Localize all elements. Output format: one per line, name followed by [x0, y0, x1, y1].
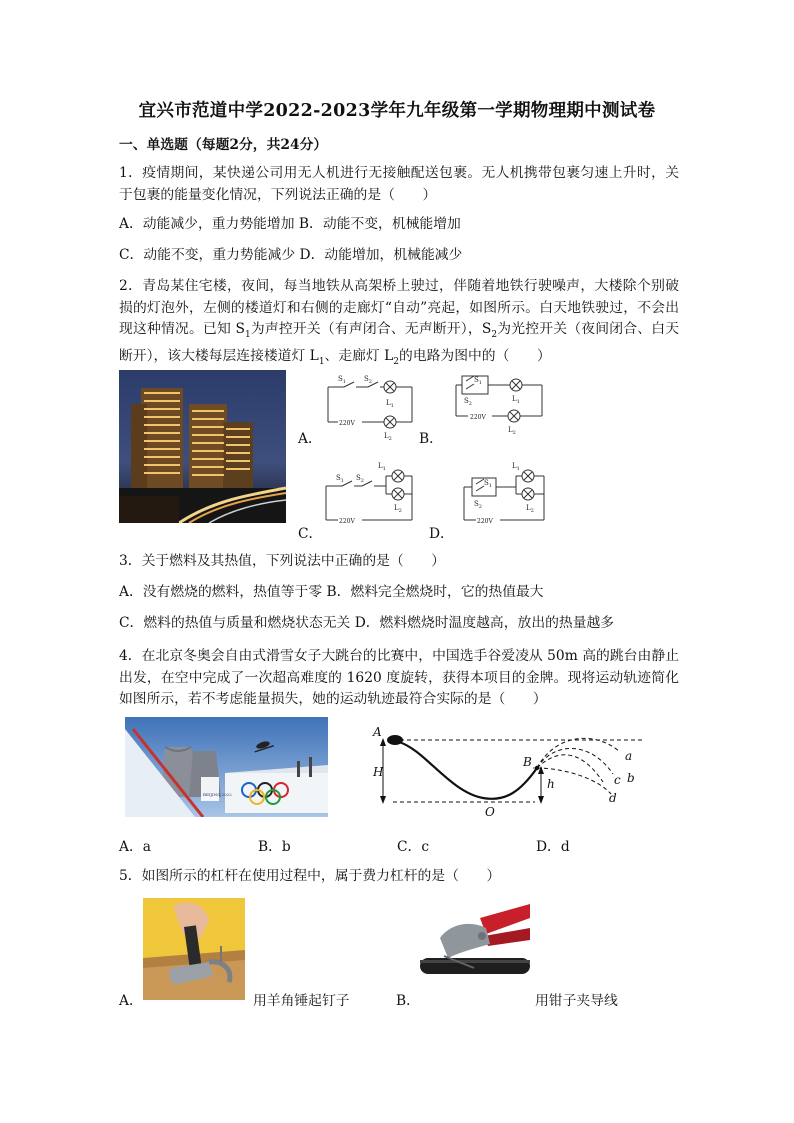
circuit-a-l2-label: $L_2$	[384, 432, 392, 440]
question-2-option-b: B．	[419, 431, 443, 447]
question-2-option-d: D．	[429, 526, 454, 542]
label-trajectory-c: c	[614, 773, 621, 787]
question-4-option-c: C．c	[397, 839, 430, 855]
ski-jump-photo	[125, 717, 328, 817]
circuit-diagram-d	[458, 458, 558, 530]
question-4-option-b: B．b	[258, 839, 291, 855]
circuit-c-s2-label: $S_2$	[356, 474, 364, 484]
circuit-a-l1-label: $L_1$	[386, 399, 394, 409]
photo-sign-text: BEIJING 2022	[203, 792, 232, 797]
circuit-diagram-b	[450, 370, 550, 438]
circuit-diagram-a	[320, 372, 430, 440]
label-trajectory-a: a	[625, 749, 633, 763]
circuit-diagram-c	[320, 458, 430, 530]
circuit-c-s1-label: $S_1$	[336, 474, 344, 484]
label-trajectory-d: d	[609, 791, 617, 805]
question-4-stem: 4．在北京冬奥会自由式滑雪女子大跳台的比赛中，中国选手谷爱凌从 50m 高的跳台由静止出发，在空中完成了一次超高难度的 1620 度旋转，获得本项目的金牌。现将运动轨迹简化如图所示，若不考虑能量损失，她的运动轨迹最符合实际的是（ ）	[119, 648, 679, 707]
label-point-o: O	[485, 805, 495, 819]
circuit-d-s1-label: $S_1$	[484, 479, 492, 489]
question-3-stem: 3．关于燃料及其热值，下列说法中正确的是（ ）	[119, 553, 446, 569]
question-3-options-ab: A．没有燃烧的燃料，热值等于零 B．燃料完全燃烧时，它的热值最大	[119, 584, 544, 600]
circuit-b-s1-label: $S_1$	[474, 376, 482, 386]
question-4-option-a: A．a	[119, 839, 151, 855]
circuit-a-s1-label: $S_1$	[338, 375, 346, 385]
trajectory-diagram	[365, 722, 645, 822]
question-3-options-cd: C．燃料的热值与质量和燃烧状态无关 D．燃料燃烧时温度越高，放出的热量越多	[119, 615, 615, 631]
question-5-option-a: A．	[119, 993, 143, 1009]
label-point-a: A	[373, 725, 382, 739]
circuit-d-s2-label: $S_2$	[474, 500, 482, 510]
circuit-b-voltage-label: 220V	[470, 414, 486, 421]
circuit-c-voltage-label: 220V	[339, 518, 355, 525]
circuit-a-voltage-label: 220V	[339, 420, 355, 427]
question-1-options-cd: C．动能不变，重力势能减少 D．动能增加，机械能减少	[119, 247, 463, 263]
label-height-small-h: h	[547, 777, 555, 791]
label-trajectory-b: b	[627, 771, 635, 785]
building-night-photo	[119, 370, 286, 523]
question-2-option-a: A．	[298, 431, 322, 447]
question-5-caption-b: 用钳子夹导线	[535, 993, 618, 1009]
circuit-b-s2-label: $S_2$	[464, 397, 472, 407]
label-height-big-h: H	[373, 765, 384, 779]
question-5-caption-a: 用羊角锤起钉子	[253, 993, 350, 1009]
question-5-option-b: B．	[396, 993, 420, 1009]
exam-title: 宜兴市范道中学2022-2023学年九年级第一学期物理期中测试卷	[138, 101, 656, 121]
question-2-option-c: C．	[298, 526, 323, 542]
claw-hammer-photo	[143, 898, 245, 1000]
section-heading: 一、单选题（每题2分，共24分）	[119, 137, 328, 153]
question-5-stem: 5．如图所示的杠杆在使用过程中，属于费力杠杆的是（ ）	[119, 868, 501, 884]
circuit-c-l1-label: $L_1$	[378, 462, 386, 472]
label-point-b: B	[523, 755, 532, 769]
circuit-a-s2-label: $S_2$	[364, 375, 372, 385]
pliers-photo	[420, 898, 530, 1002]
circuit-d-voltage-label: 220V	[477, 518, 493, 525]
circuit-c-l2-label: $L_2$	[394, 504, 402, 514]
question-4-option-d: D．d	[536, 839, 570, 855]
circuit-d-l2-label: $L_2$	[526, 504, 534, 514]
question-1-stem: 1．疫情期间，某快递公司用无人机进行无接触配送包裹。无人机携带包裹匀速上升时，关于包裹的能量变化情况，下列说法正确的是（ ）	[119, 165, 679, 203]
circuit-b-l1-label: $L_1$	[512, 395, 520, 405]
question-2-stem: 2．青岛某住宅楼，夜间，每当地铁从高架桥上驶过，伴随着地铁行驶噪声，大楼除个别破损的灯泡外，左侧的楼道灯和右侧的走廊灯“自动”亮起，如图所示。白天地铁驶过，不会出现这种情况。已知 $S_1$为声控开关（有声闭合、无声断开），$S_2$为光控开关（夜间闭合、白天断开），该大楼每层连接楼道灯 $L_1$、走廊灯 $L_2$的电路为图中的（ ）	[119, 278, 680, 367]
question-1-options-ab: A．动能减少，重力势能增加 B．动能不变，机械能增加	[119, 216, 461, 232]
circuit-b-l2-label: $L_2$	[508, 426, 516, 436]
circuit-d-l1-label: $L_1$	[512, 462, 520, 472]
